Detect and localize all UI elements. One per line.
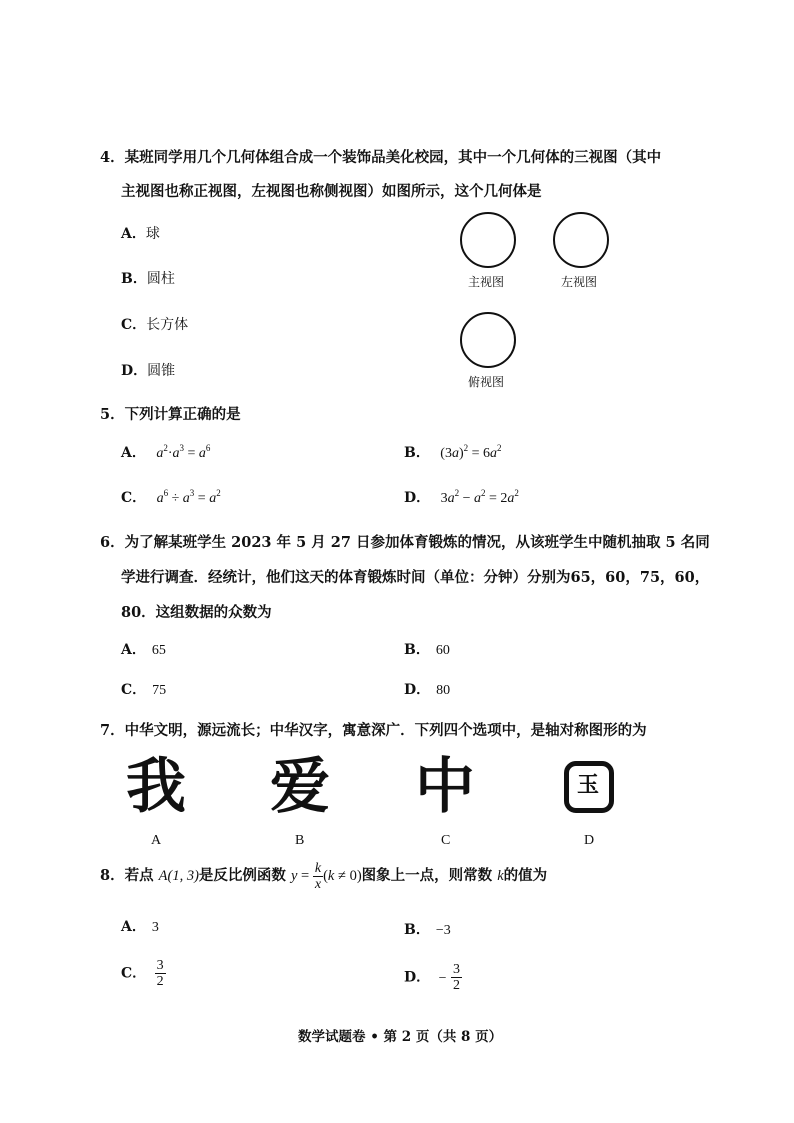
top-view-circle xyxy=(460,312,516,368)
figure-b-label: B xyxy=(295,833,305,848)
top-view-caption: 俯视图 xyxy=(468,375,505,389)
q5-line xyxy=(100,403,241,424)
q4-number: 4． xyxy=(100,149,125,166)
page-footer: 数学试题卷 • 第 2 页（共 8 页） xyxy=(298,1029,503,1045)
option-text: 65 xyxy=(151,643,166,658)
q4-stem-line1: 某班同学用几个几何体组合成一个装饰品美化校园，其中一个几何体的三视图（其中 xyxy=(124,149,662,166)
q5-option-b xyxy=(404,442,502,462)
q4-option-c xyxy=(121,314,188,334)
q6-stem-line1: 为了解某班学生 2023 年 5 月 27 日参加体育锻炼的情况，从该班学生中随机抽取 5 名同 xyxy=(124,534,710,551)
q7-stem: 中华文明，源远流长；中华汉字，寓意深广．下列四个选项中，是轴对称图形的为 xyxy=(124,722,647,739)
q8-var: k xyxy=(497,867,504,884)
q4-line1 xyxy=(100,146,661,167)
q6-option-c xyxy=(121,679,166,699)
front-view-caption: 主视图 xyxy=(468,275,505,289)
figure-c-label: C xyxy=(441,833,451,848)
q8-option-a xyxy=(121,916,159,936)
figure-a-glyph: 我 xyxy=(126,752,186,822)
fraction-numerator: 3 xyxy=(156,958,164,973)
q4-stem-line2: 主视图也称正视图，左视图也称侧视图）如图所示，这个几何体是 xyxy=(121,183,542,200)
q5-a-formula: $a^2\cdot a^3 = a^6$ xyxy=(156,443,211,461)
option-text: 60 xyxy=(435,643,450,658)
option-label: D． xyxy=(404,490,431,506)
option-text: 圆柱 xyxy=(146,271,175,287)
figure-d-inner-char: 玉 xyxy=(577,773,600,798)
q4-option-d xyxy=(121,360,175,380)
figure-d-label: D xyxy=(584,833,595,848)
q8-post: 图象上一点，则常数 xyxy=(361,866,493,884)
q8-option-c xyxy=(121,958,166,989)
option-label: C． xyxy=(121,682,147,698)
option-text: 球 xyxy=(145,226,160,242)
figure-a-label: A xyxy=(151,833,162,848)
q7-number: 7． xyxy=(100,722,125,739)
left-view-circle xyxy=(553,212,609,268)
q6-stem-line2: 学进行调查．经统计，他们这天的体育锻炼时间（单位：分钟）分别为65，60，75，60， xyxy=(121,569,710,586)
option-label: A． xyxy=(121,445,146,461)
option-label: A． xyxy=(121,642,146,658)
q5-option-a xyxy=(121,442,210,462)
option-label: C． xyxy=(121,490,147,506)
left-view-caption: 左视图 xyxy=(561,275,598,289)
option-text: 3 xyxy=(151,920,159,935)
figure-d-glyph xyxy=(564,761,614,813)
q6-option-b xyxy=(404,639,450,659)
q8-d-fraction xyxy=(451,962,462,993)
option-label: C． xyxy=(121,317,147,333)
option-label: D． xyxy=(404,682,431,698)
q7-line xyxy=(100,719,647,740)
q5-option-c xyxy=(121,487,221,507)
q8-c-fraction xyxy=(155,958,166,989)
q5-c-formula: $a^6 \div a^3 = a^2$ xyxy=(156,488,221,506)
q8-mid: 是反比例函数 xyxy=(198,866,286,884)
q8-option-b xyxy=(404,919,451,939)
option-label: B． xyxy=(404,445,430,461)
q5-number: 5． xyxy=(100,406,125,423)
q8-option-d xyxy=(404,962,462,993)
option-label: B． xyxy=(121,271,147,287)
q5-d-formula: $3a^2 - a^2 = 2a^2$ xyxy=(440,488,519,506)
q6-number: 6． xyxy=(100,534,125,551)
front-view-circle xyxy=(460,212,516,268)
option-label: D． xyxy=(404,969,431,986)
fraction-denominator: 2 xyxy=(156,974,164,989)
q4-option-b xyxy=(121,268,175,288)
option-label: A． xyxy=(121,919,146,935)
q6-stem-line3: 80．这组数据的众数为 xyxy=(121,604,272,621)
q8-pre: 若点 xyxy=(124,866,154,884)
option-label: C． xyxy=(121,965,147,982)
option-label: A． xyxy=(121,226,146,242)
option-label: D． xyxy=(121,363,148,379)
q5-b-formula: $(3a)^2 = 6a^2$ xyxy=(440,443,502,461)
q8-function: y = $\frac{k}{x}$ (k ≠ 0) xyxy=(290,861,362,892)
q5-stem: 下列计算正确的是 xyxy=(124,406,241,423)
option-text: 75 xyxy=(152,683,167,698)
option-label: B． xyxy=(404,922,430,938)
q6-option-d xyxy=(404,679,450,699)
q8-end: 的值为 xyxy=(503,866,548,884)
q5-option-d xyxy=(404,487,519,507)
q6-line1 xyxy=(100,531,710,552)
q8-number: 8． xyxy=(100,866,125,884)
q8-point: A(1, 3) xyxy=(158,867,199,884)
option-text: 80 xyxy=(436,683,451,698)
q8-d-sign: − xyxy=(438,970,447,986)
figure-c-glyph: 中 xyxy=(415,752,475,822)
option-text: −3 xyxy=(435,923,451,938)
q4-option-a xyxy=(121,223,160,243)
option-label: B． xyxy=(404,642,430,658)
figure-b-glyph: 爱 xyxy=(270,752,330,822)
q8-line xyxy=(100,861,547,892)
fraction-numerator: 3 xyxy=(452,962,460,977)
fraction-denominator: 2 xyxy=(452,978,460,993)
option-text: 圆锥 xyxy=(147,363,176,379)
option-text: 长方体 xyxy=(146,317,189,333)
q6-option-a xyxy=(121,639,166,659)
